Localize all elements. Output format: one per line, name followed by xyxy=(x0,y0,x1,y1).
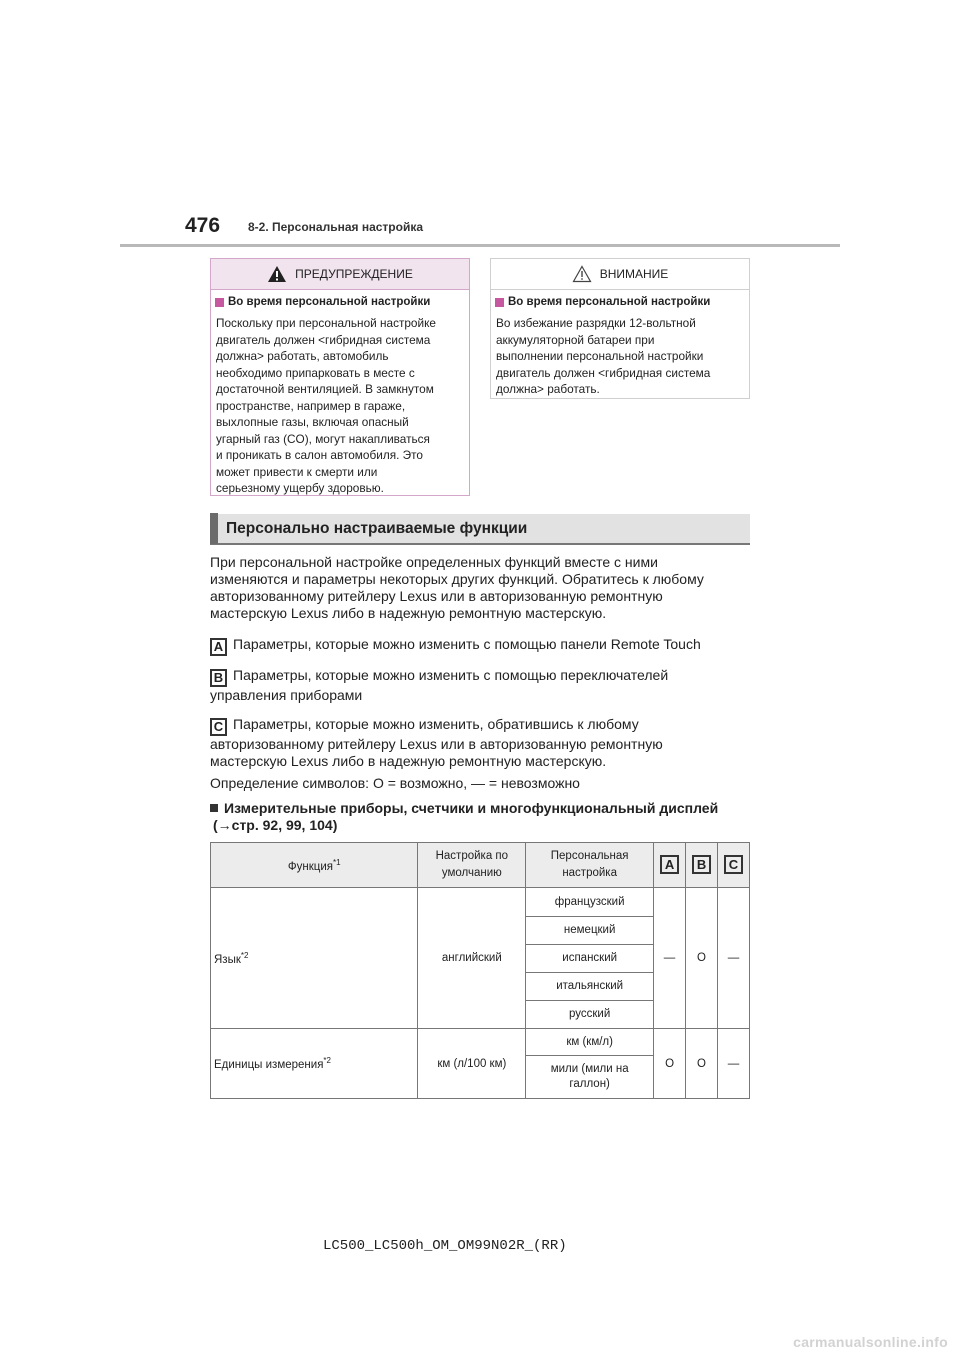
cell-function-units: Единицы измерения$^{*2}$ xyxy=(211,1029,418,1099)
watermark: carmanualsonline.info xyxy=(793,1334,948,1350)
warning-header xyxy=(211,259,469,290)
caution-icon xyxy=(572,265,592,283)
cell-option: русский xyxy=(526,1001,654,1029)
caution-subtitle xyxy=(495,296,749,308)
cell-option: итальянский xyxy=(526,973,654,1001)
warning-subtitle-text: Во время персональной настройки xyxy=(228,296,431,308)
warning-line: должна> работать, автомобиль xyxy=(216,349,389,363)
legend-c-text: Параметры, которые можно изменить, обратившись к любому xyxy=(233,716,639,732)
cell-option: испанский xyxy=(526,945,654,973)
cell-b-language: O xyxy=(686,888,718,1029)
intro-line: авторизованному ритейлеру Lexus или в авторизованную ремонтную xyxy=(210,588,663,604)
section-title: 8-2. Персональная настройка xyxy=(248,220,424,234)
warning-text xyxy=(216,315,463,497)
letter-c-badge: C xyxy=(210,718,227,736)
letter-a-badge: A xyxy=(210,638,227,656)
legend-c-text-2: авторизованному ритейлеру Lexus или в авторизованную ремонтную xyxy=(210,736,663,752)
cell-option: км (км/л) xyxy=(526,1029,654,1056)
intro-line: изменяются и параметры некоторых других функций. Обратитесь к любому xyxy=(210,571,704,587)
warning-line: выхлопные газы, включая опасный xyxy=(216,415,409,429)
caution-line: аккумуляторной батареи при xyxy=(496,332,655,347)
caution-header xyxy=(491,259,749,290)
header-rule xyxy=(120,244,840,247)
cell-c-units: — xyxy=(718,1029,750,1099)
warning-box xyxy=(210,258,470,496)
caution-line: выполнении персональной настройки xyxy=(496,349,704,363)
intro-line: мастерскую Lexus либо в надежную ремонтную мастерскую. xyxy=(210,605,607,621)
caution-subtitle-text: Во время персональной настройки xyxy=(508,296,711,308)
warning-subtitle xyxy=(215,296,469,308)
cell-function-language: Язык$^{*2}$ xyxy=(211,888,418,1029)
warning-line: и проникать в салон автомобиля. Это xyxy=(216,448,423,462)
warning-line: серьезному ущербу здоровью. xyxy=(216,481,384,495)
subheading-line-2: (→стр. 92, 99, 104) xyxy=(213,817,338,833)
legend-c xyxy=(210,716,750,770)
warning-icon xyxy=(267,265,287,283)
caution-line: двигатель должен <гибридная система xyxy=(496,365,711,380)
header-function: Функция$^{*1}$ xyxy=(211,843,418,888)
caution-box xyxy=(490,258,750,399)
caution-title: ВНИМАНИЕ xyxy=(599,267,669,281)
cell-option: мили (мили на галлон) xyxy=(526,1056,654,1099)
section-banner xyxy=(210,514,750,545)
banner-title: Персонально настраиваемые функции xyxy=(226,519,528,537)
warning-line: пространстве, например в гараже, xyxy=(216,398,406,413)
letter-b-badge: B xyxy=(210,669,227,687)
caution-line: Во избежание разрядки 12-вольтной xyxy=(496,316,696,330)
header-default: Настройка по умолчанию xyxy=(418,843,526,888)
caution-line: должна> работать. xyxy=(496,382,600,396)
cell-default-language: английский xyxy=(418,888,526,1029)
table-row xyxy=(211,888,750,917)
header-b: B xyxy=(686,843,718,888)
cell-b-units: O xyxy=(686,1029,718,1099)
warning-line: может привести к смерти или xyxy=(216,464,378,479)
header-custom: Персональная настройка xyxy=(526,843,654,888)
cell-default-units: км (л/100 км) xyxy=(418,1029,526,1099)
gauges-subheading xyxy=(210,800,755,834)
square-bullet-icon xyxy=(210,804,218,812)
warning-title: ПРЕДУПРЕЖДЕНИЕ xyxy=(295,267,413,281)
legend-b xyxy=(210,667,750,704)
square-bullet-icon xyxy=(495,298,504,307)
warning-line: необходимо припарковать в месте с xyxy=(216,365,415,380)
symbol-definition: Определение символов: O = возможно, — = невозможно xyxy=(210,775,580,791)
cell-c-language: — xyxy=(718,888,750,1029)
legend-a xyxy=(210,636,750,656)
warning-line: достаточной вентиляцией. В замкнутом xyxy=(216,382,434,396)
footer-model-code: LC500_LC500h_OM_OM99N02R_(RR) xyxy=(323,1238,567,1254)
header-c: C xyxy=(718,843,750,888)
cell-option: французский xyxy=(526,888,654,917)
table-row xyxy=(211,1029,750,1056)
subheading-line-1: Измерительные приборы, счетчики и многофункциональный дисплей xyxy=(224,800,719,816)
legend-b-text: Параметры, которые можно изменить с помощью переключателей xyxy=(233,667,669,683)
cell-option: немецкий xyxy=(526,917,654,945)
legend-b-text-2: управления приборами xyxy=(210,687,363,703)
caution-text xyxy=(496,315,743,398)
header-a: A xyxy=(654,843,686,888)
warning-line: двигатель должен <гибридная система xyxy=(216,332,431,347)
banner-bar xyxy=(210,513,218,544)
legend-a-text: Параметры, которые можно изменить с помощью панели Remote Touch xyxy=(233,636,701,652)
cell-a-language: — xyxy=(654,888,686,1029)
cell-a-units: O xyxy=(654,1029,686,1099)
functions-table xyxy=(210,842,750,1099)
square-bullet-icon xyxy=(215,298,224,307)
table-header-row xyxy=(211,843,750,888)
intro-line: При персональной настройке определенных функций вместе с ними xyxy=(210,554,658,570)
intro-paragraph xyxy=(210,554,750,622)
warning-line: Поскольку при персональной настройке xyxy=(216,316,436,330)
page-number: 476 xyxy=(185,214,221,237)
legend-c-text-3: мастерскую Lexus либо в надежную ремонтную мастерскую. xyxy=(210,753,607,769)
warning-line: угарный газ (CO), могут накапливаться xyxy=(216,431,430,446)
